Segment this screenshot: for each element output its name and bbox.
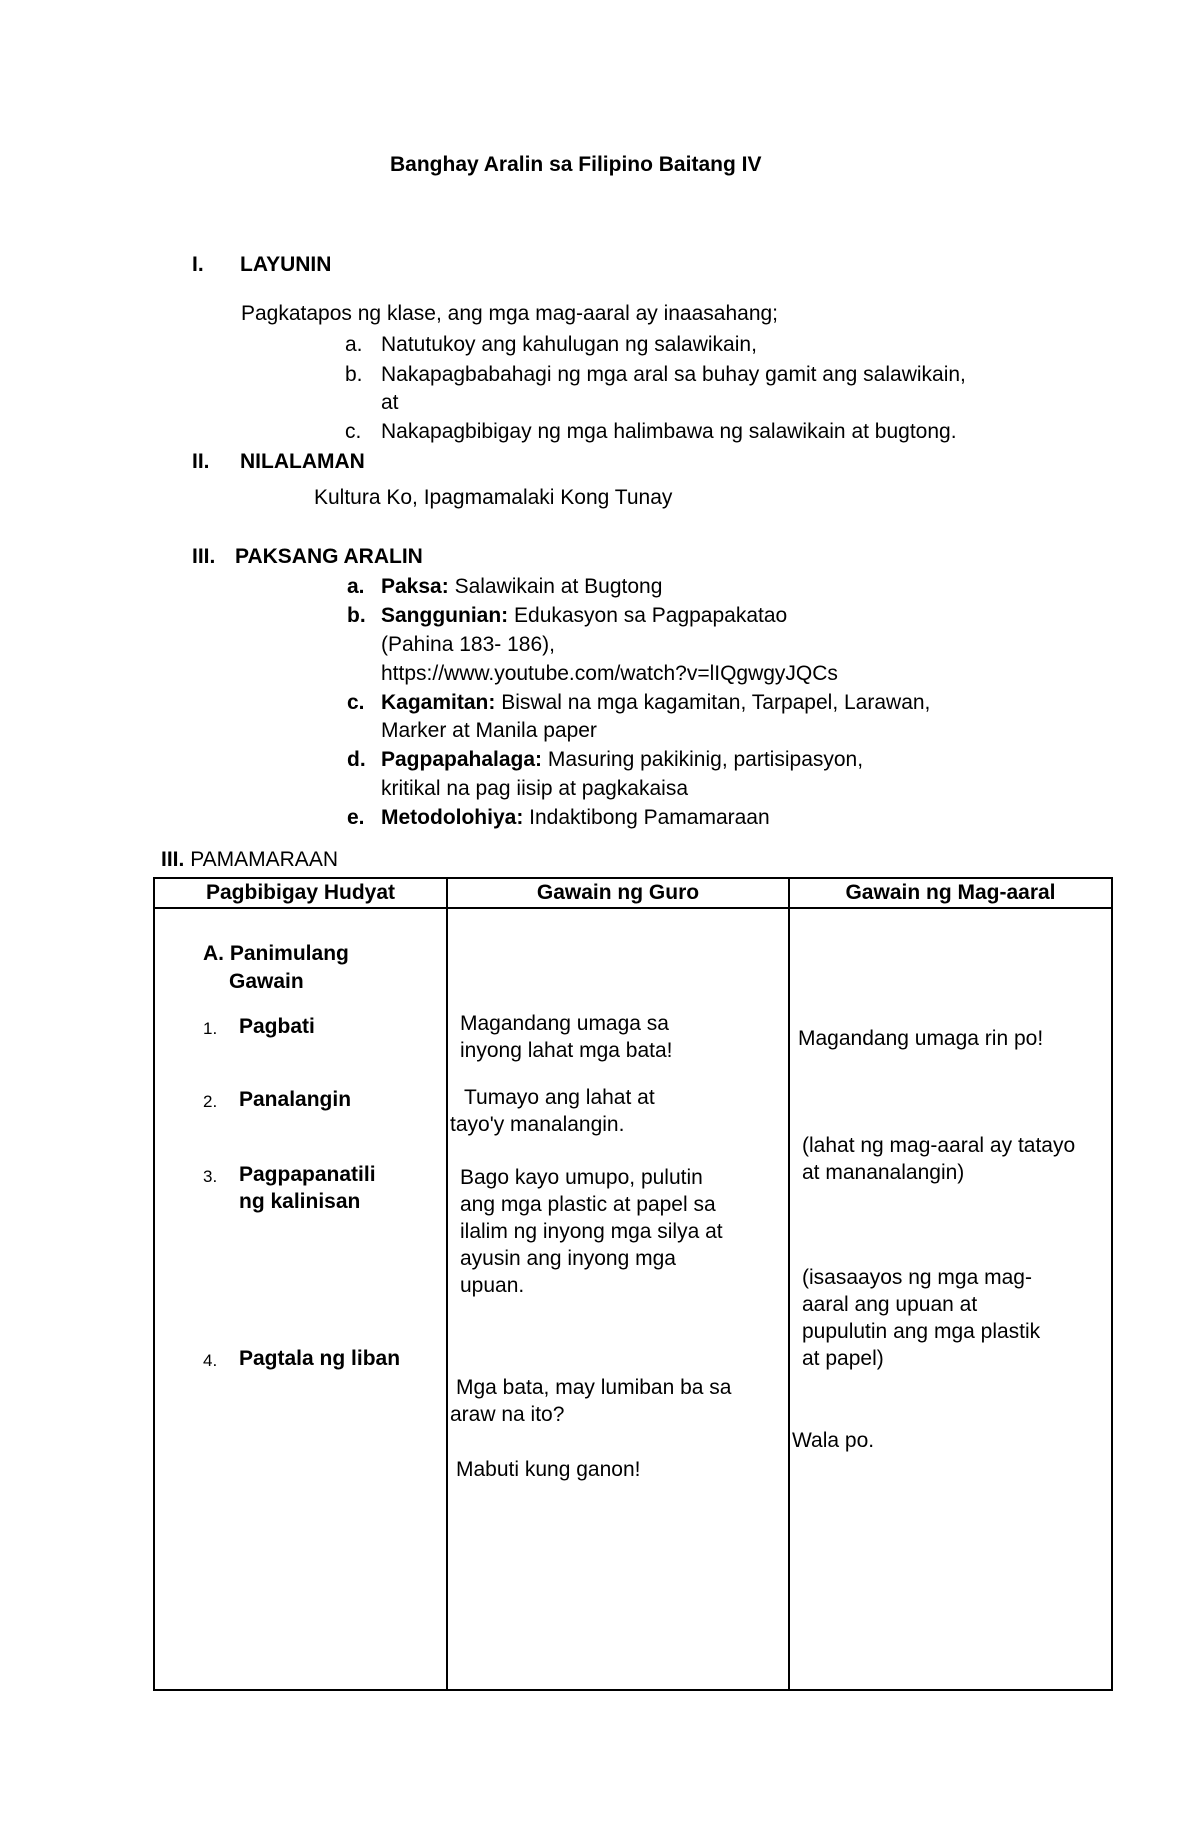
topic-item <box>347 576 365 597</box>
guro-cell <box>447 908 789 1690</box>
topic-item <box>347 749 366 770</box>
item-text-continued: kritikal na pag iisip at pagkakaisa <box>381 777 689 800</box>
item-text-continued: (Pahina 183- 186), <box>381 633 555 656</box>
objective-text: Nakapagbabahagi ng mga aral sa buhay gamit ang salawikain, <box>381 363 966 386</box>
step-number: 4. <box>203 1351 218 1370</box>
student-attendance: Wala po. <box>792 1429 875 1452</box>
item-label: Kagamitan: <box>381 691 496 714</box>
teacher-prayer: tayo'y manalangin. <box>450 1113 625 1136</box>
step-label: Pagbati <box>239 1015 315 1038</box>
item-text: Masuring pakikinig, partisipasyon, <box>547 748 864 771</box>
step-label-cont: ng kalinisan <box>239 1190 361 1213</box>
step-number: 2. <box>203 1092 218 1111</box>
procedure-table <box>153 877 1113 1691</box>
hudyat-cell <box>154 908 447 1690</box>
col-header-mag-aaral: Gawain ng Mag-aaral <box>789 878 1112 908</box>
item-text: Edukasyon sa Pagpapakatao <box>514 604 788 627</box>
table-header-row <box>154 878 1112 908</box>
student-cleanliness: aaral ang upuan at <box>802 1293 978 1316</box>
teacher-greeting: Magandang umaga sa <box>460 1012 669 1035</box>
topic-item <box>347 692 365 713</box>
teacher-cleanliness: upuan. <box>460 1274 525 1297</box>
student-cleanliness: at papel) <box>802 1347 884 1370</box>
teacher-cleanliness: ayusin ang inyong mga <box>460 1247 676 1270</box>
section-3-heading: PAKSANG ARALIN <box>235 545 423 568</box>
teacher-cleanliness: Bago kayo umupo, pulutin <box>460 1166 703 1189</box>
student-cleanliness: (isasaayos ng mga mag- <box>802 1266 1032 1289</box>
student-cleanliness: pupulutin ang mga plastik <box>802 1320 1041 1343</box>
item-letter: a. <box>347 575 365 598</box>
section-1-number: I. <box>192 253 204 276</box>
item-letter: d. <box>347 748 366 771</box>
step-label: Panalangin <box>239 1088 352 1111</box>
item-letter: c. <box>347 691 365 714</box>
item-label: Sanggunian: <box>381 604 509 627</box>
item-text-continued: Marker at Manila paper <box>381 719 597 742</box>
section-2-heading: NILALAMAN <box>240 450 365 473</box>
teacher-prayer: Tumayo ang lahat at <box>464 1086 655 1109</box>
topic-item <box>347 807 365 828</box>
topic-item-line <box>381 749 863 770</box>
item-text: Indaktibong Pamamaraan <box>529 806 770 829</box>
topic-item <box>347 605 366 626</box>
objective-letter: a. <box>345 333 363 356</box>
section-2-number: II. <box>192 450 210 473</box>
topic-item-line <box>381 692 930 713</box>
objective-letter: b. <box>345 363 363 386</box>
topic-item-line <box>381 605 787 626</box>
teacher-attendance: Mga bata, may lumiban ba sa <box>456 1376 732 1399</box>
mag-aaral-cell <box>789 908 1112 1690</box>
table-row <box>154 908 1112 1690</box>
section-4-label <box>161 849 338 870</box>
section-4-number: III. <box>161 848 185 871</box>
step-label: Pagtala ng liban <box>239 1347 401 1370</box>
section-3-number: III. <box>192 545 216 568</box>
teacher-cleanliness: ang mga plastic at papel sa <box>460 1193 716 1216</box>
topic-item-line <box>381 576 662 597</box>
item-letter: b. <box>347 604 366 627</box>
student-prayer: (lahat ng mag-aaral ay tatayo <box>802 1134 1076 1157</box>
teacher-greeting: inyong lahat mga bata! <box>460 1039 673 1062</box>
teacher-response: Mabuti kung ganon! <box>456 1458 641 1481</box>
objective-text: Natutukoy ang kahulugan ng salawikain, <box>381 333 757 356</box>
part-a-title: A. Panimulang <box>203 942 349 965</box>
part-a-title-cont: Gawain <box>229 970 304 993</box>
student-prayer: at mananalangin) <box>802 1161 965 1184</box>
step-label: Pagpapanatili <box>239 1163 376 1186</box>
objectives-intro: Pagkatapos ng klase, ang mga mag-aaral ay inaasahang; <box>241 302 779 325</box>
item-text: Salawikain at Bugtong <box>454 575 663 598</box>
teacher-attendance: araw na ito? <box>450 1403 565 1426</box>
col-header-guro: Gawain ng Guro <box>447 878 789 908</box>
item-text: Biswal na mga kagamitan, Tarpapel, Larawan, <box>501 691 931 714</box>
step-number: 3. <box>203 1167 218 1186</box>
reference-link[interactable]: https://www.youtube.com/watch?v=lIQgwgyJQCs <box>381 662 838 685</box>
item-label: Paksa: <box>381 575 449 598</box>
content-title: Kultura Ko, Ipagmamalaki Kong Tunay <box>314 486 673 509</box>
objective-letter: c. <box>345 420 362 443</box>
topic-item-line <box>381 807 770 828</box>
section-4-heading: PAMAMARAAN <box>190 848 338 871</box>
objective-text: Nakapagbibigay ng mga halimbawa ng salawikain at bugtong. <box>381 420 957 443</box>
document-title: Banghay Aralin sa Filipino Baitang IV <box>390 153 762 176</box>
student-greeting: Magandang umaga rin po! <box>798 1027 1044 1050</box>
item-label: Pagpapahalaga: <box>381 748 543 771</box>
item-letter: e. <box>347 806 365 829</box>
item-label: Metodolohiya: <box>381 806 524 829</box>
section-1-heading: LAYUNIN <box>240 253 332 276</box>
teacher-cleanliness: ilalim ng inyong mga silya at <box>460 1220 723 1243</box>
col-header-hudyat: Pagbibigay Hudyat <box>154 878 447 908</box>
objective-text-continued: at <box>381 391 399 414</box>
step-number: 1. <box>203 1019 218 1038</box>
